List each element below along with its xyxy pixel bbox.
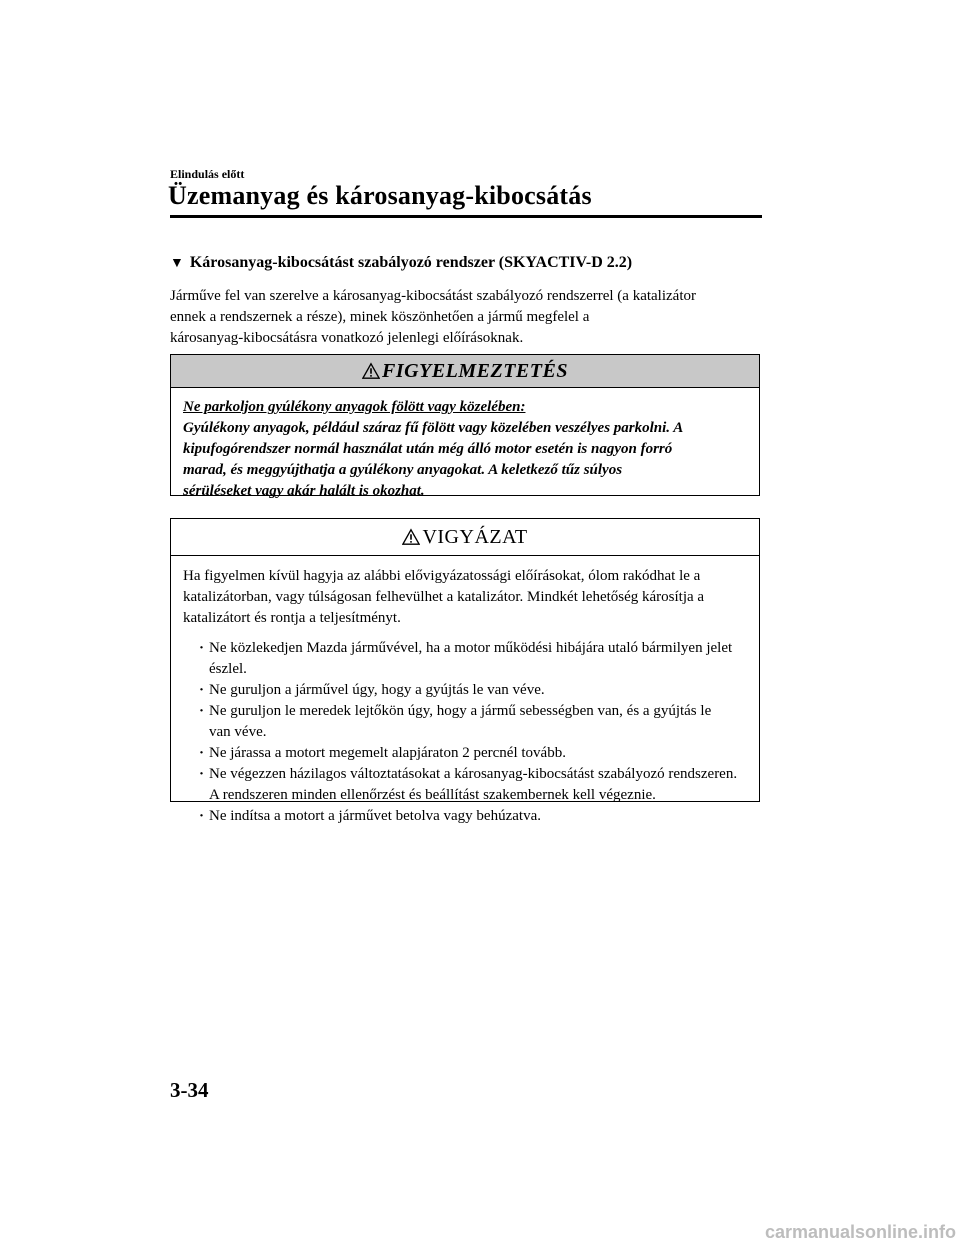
list-item-line: Ne járassa a motort megemelt alapjáraton 2 percnél tovább. — [209, 745, 566, 761]
caution-header — [171, 519, 759, 556]
caution-body — [171, 556, 759, 827]
caution-intro-line: katalizátort és rontja a teljesítményt. — [183, 610, 401, 626]
list-item-line: A rendszeren minden ellenőrzést és beállítást szakembernek kell végeznie. — [209, 787, 656, 803]
warning-triangle-icon — [362, 362, 380, 380]
list-item-line: Ne guruljon le meredek lejtőkön úgy, hogy a jármű sebességben van, és a gyújtás le — [209, 703, 712, 719]
warning-header — [171, 355, 759, 388]
list-item-line: észlel. — [209, 661, 247, 677]
intro-line: ennek a rendszernek a része), minek köszönhetően a jármű megfelel a — [170, 309, 590, 325]
caution-intro-line: Ha figyelmen kívül hagyja az alábbi elővigyázatossági előírásokat, ólom rakódhat le a — [183, 568, 701, 584]
subheading-text: Károsanyag-kibocsátást szabályozó rendszer (SKYACTIV-D 2.2) — [189, 254, 633, 271]
caution-intro-line: katalizátorban, vagy túlságosan felhevülhet a katalizátor. Mindkét lehetőség károsítja a — [183, 589, 705, 605]
list-item-line: Ne végezzen házilagos változtatásokat a károsanyag-kibocsátást szabályozó rendszeren. — [209, 766, 738, 782]
warning-lead: Ne parkoljon gyúlékony anyagok fölött vagy közelében: — [183, 399, 526, 415]
intro-line: Járműve fel van szerelve a károsanyag-kibocsátást szabályozó rendszerrel (a katalizátor — [170, 288, 696, 304]
list-item — [199, 806, 747, 827]
heading-divider — [170, 215, 762, 218]
intro-paragraph — [170, 286, 760, 349]
warning-title: FIGYELMEZTETÉS — [382, 359, 568, 382]
warning-body — [171, 388, 759, 502]
list-item — [199, 743, 747, 764]
list-item — [199, 638, 747, 680]
list-item-line: Ne indítsa a motort a járművet betolva vagy behúzatva. — [209, 808, 541, 824]
caution-triangle-icon — [402, 528, 420, 546]
warning-box — [170, 354, 760, 499]
list-item-line: Ne guruljon a járművel úgy, hogy a gyújtás le van véve. — [209, 682, 545, 698]
section-label: Elindulás előtt — [170, 167, 245, 181]
list-item-line: van véve. — [209, 724, 267, 740]
list-item — [199, 680, 747, 701]
page-number: 3-34 — [170, 1078, 209, 1102]
warning-line: Gyúlékony anyagok, például száraz fű fölött vagy közelében veszélyes parkolni. A — [183, 420, 684, 436]
subheading — [170, 254, 632, 272]
caution-title: VIGYÁZAT — [422, 525, 528, 548]
list-item — [199, 701, 747, 743]
warning-line: kipufogórendszer normál használat után még álló motor esetén is nagyon forró — [183, 441, 673, 457]
list-item — [199, 764, 747, 806]
triangle-down-icon: ▼ — [170, 256, 184, 271]
page-title: Üzemanyag és károsanyag-kibocsátás — [168, 181, 592, 210]
watermark: carmanualsonline.info — [764, 1222, 956, 1242]
list-item-line: Ne közlekedjen Mazda járművével, ha a motor működési hibájára utaló bármilyen jelet — [209, 640, 733, 656]
caution-intro — [183, 566, 747, 629]
caution-box — [170, 518, 760, 824]
caution-list — [183, 638, 747, 827]
intro-line: károsanyag-kibocsátásra vonatkozó jelenlegi előírásoknak. — [170, 330, 524, 346]
warning-line: marad, és meggyújthatja a gyúlékony anyagokat. A keletkező tűz súlyos — [183, 462, 623, 478]
warning-line: sérüléseket vagy akár halált is okozhat. — [183, 483, 425, 499]
